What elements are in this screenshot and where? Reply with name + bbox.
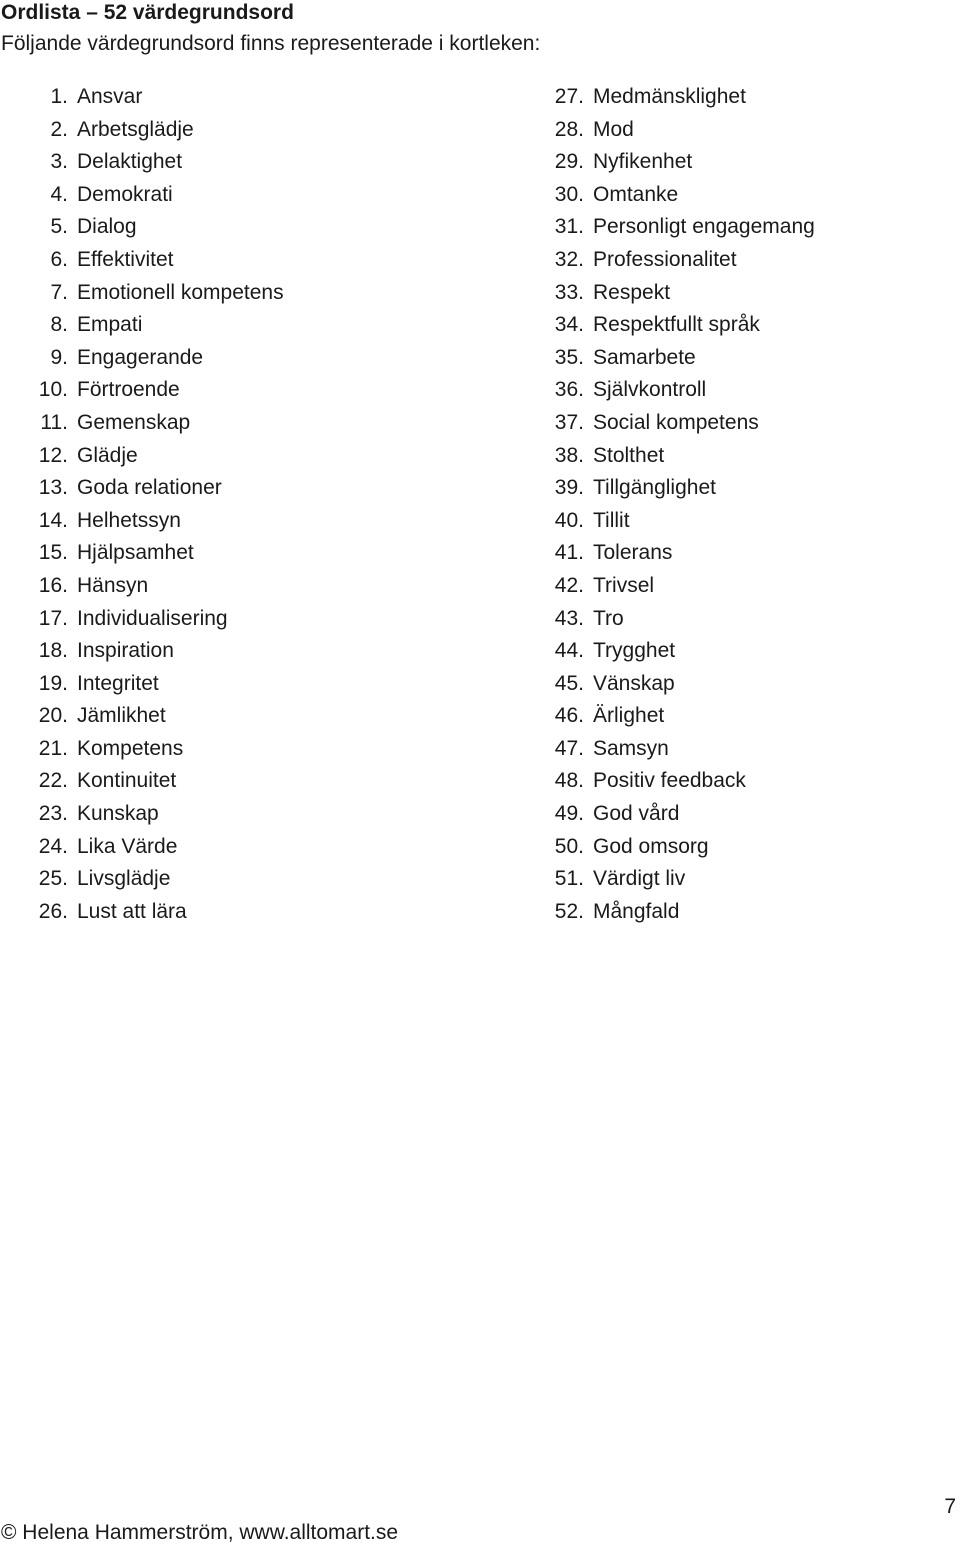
list-item-number: 52.	[554, 899, 584, 923]
list-item-number: 44.	[554, 639, 584, 663]
list-item-number: 11.	[40, 410, 68, 434]
list-item-word: Glädje	[77, 443, 138, 467]
list-item-number: 36.	[554, 378, 584, 402]
footer-copyright: © Helena Hammerström, www.alltomart.se	[1, 1521, 399, 1544]
list-item-number: 34.	[554, 313, 584, 337]
list-item-number: 4.	[50, 182, 68, 206]
list-item-word: Medmänsklighet	[593, 85, 746, 108]
list-item-number: 31.	[554, 215, 584, 239]
list-item-number: 13.	[38, 476, 68, 500]
list-item	[548, 443, 815, 476]
list-item	[548, 345, 815, 378]
list-item-word: Tillgänglighet	[593, 476, 716, 500]
list-item-word: God omsorg	[593, 834, 709, 858]
list-item-number: 9.	[50, 345, 68, 369]
list-item-number: 22.	[38, 769, 68, 793]
list-item-number: 35.	[554, 345, 584, 369]
list-item-number: 16.	[38, 573, 68, 597]
list-item-number: 40.	[554, 508, 584, 532]
list-item-number: 28.	[554, 117, 584, 141]
list-item-word: Delaktighet	[77, 150, 183, 174]
list-item	[32, 703, 284, 736]
list-item	[548, 247, 815, 280]
list-item	[32, 84, 284, 117]
list-item-word: Mångfald	[593, 899, 680, 923]
list-item	[32, 736, 284, 769]
list-item-number: 21.	[38, 736, 68, 760]
list-item	[548, 280, 815, 313]
list-item-word: Nyfikenhet	[593, 150, 693, 174]
list-item-number: 15.	[38, 541, 68, 565]
list-item	[548, 117, 815, 150]
list-item	[548, 671, 815, 704]
list-item-number: 18.	[38, 639, 68, 663]
list-item	[548, 149, 815, 182]
list-item-number: 14.	[38, 508, 68, 532]
list-item-number: 17.	[38, 606, 68, 630]
list-item-number: 48.	[554, 769, 584, 793]
list-item	[548, 540, 815, 573]
list-item-number: 26.	[38, 899, 68, 923]
list-item-word: Förtroende	[77, 378, 180, 402]
list-item-number: 6.	[50, 247, 68, 271]
list-item-word: Mod	[593, 117, 634, 141]
list-item-number: 37.	[554, 410, 584, 434]
list-item	[548, 768, 815, 801]
list-item-word: Professionalitet	[593, 247, 737, 271]
list-item-number: 30.	[554, 182, 584, 206]
list-item-word: Livsglädje	[77, 867, 171, 891]
list-item	[32, 768, 284, 801]
list-item	[548, 703, 815, 736]
list-item-word: Arbetsglädje	[77, 117, 194, 141]
list-item-number: 51.	[554, 867, 584, 891]
list-item	[548, 736, 815, 769]
list-item	[32, 573, 284, 606]
word-list-right	[548, 84, 815, 931]
list-item-number: 7.	[50, 280, 68, 304]
document-subtitle: Följande värdegrundsord finns representerade i kortleken:	[1, 32, 541, 55]
list-item	[548, 801, 815, 834]
list-item	[548, 84, 815, 117]
list-item-word: Positiv feedback	[593, 769, 746, 793]
list-item	[548, 312, 815, 345]
list-item-word: Effektivitet	[77, 247, 174, 271]
list-item-word: Tillit	[593, 508, 630, 532]
list-item-word: Kunskap	[77, 802, 159, 826]
list-item-number: 38.	[554, 443, 584, 467]
list-item	[32, 801, 284, 834]
list-item	[548, 866, 815, 899]
list-item-word: Samarbete	[593, 345, 696, 369]
list-item	[32, 410, 284, 443]
list-item-word: Lust att lära	[77, 899, 187, 923]
list-item-number: 20.	[38, 704, 68, 728]
page-number: 7	[944, 1495, 956, 1518]
list-item-word: Inspiration	[77, 639, 174, 663]
list-item-number: 50.	[554, 834, 584, 858]
list-item-word: Tolerans	[593, 541, 673, 565]
list-item-number: 5.	[50, 215, 68, 239]
list-item-word: Empati	[77, 313, 143, 337]
document-title: Ordlista – 52 värdegrundsord	[1, 1, 294, 24]
list-item-number: 2.	[50, 117, 68, 141]
list-item-number: 41.	[554, 541, 584, 565]
list-item-word: Lika Värde	[77, 834, 178, 858]
list-item-word: Engagerande	[77, 345, 204, 369]
list-item-number: 8.	[50, 313, 68, 337]
list-item	[32, 606, 284, 639]
list-item	[548, 377, 815, 410]
list-item-word: Hjälpsamhet	[77, 541, 194, 565]
list-item	[548, 638, 815, 671]
list-item-word: Trygghet	[593, 639, 676, 663]
list-item-word: Stolthet	[593, 443, 665, 467]
list-item-word: Emotionell kompetens	[77, 280, 284, 304]
list-item-word: Personligt engagemang	[593, 215, 815, 239]
list-item-word: Jämlikhet	[77, 704, 166, 728]
list-item	[32, 149, 284, 182]
list-item	[548, 508, 815, 541]
list-item-number: 12.	[38, 443, 68, 467]
list-item	[548, 182, 815, 215]
list-item-number: 33.	[554, 280, 584, 304]
list-item-word: Demokrati	[77, 182, 173, 206]
list-item	[548, 573, 815, 606]
list-item	[32, 899, 284, 932]
list-item-number: 39.	[554, 476, 584, 500]
list-item	[32, 214, 284, 247]
list-item-word: Tro	[593, 606, 624, 630]
list-item-number: 10.	[38, 378, 68, 402]
list-item	[32, 671, 284, 704]
word-list-left	[32, 84, 284, 931]
list-item	[548, 475, 815, 508]
list-item-word: Hänsyn	[77, 573, 149, 597]
list-item-word: Kompetens	[77, 736, 184, 760]
list-item-word: Kontinuitet	[77, 769, 177, 793]
list-item	[32, 834, 284, 867]
list-item	[32, 182, 284, 215]
list-item-word: Värdigt liv	[593, 867, 686, 891]
list-item-word: Dialog	[77, 215, 137, 239]
list-item-number: 24.	[38, 834, 68, 858]
list-item-number: 23.	[38, 802, 68, 826]
list-item-word: Gemenskap	[77, 410, 191, 434]
list-item-word: Ärlighet	[593, 704, 665, 728]
list-item-word: Helhetssyn	[77, 508, 181, 532]
list-item	[32, 280, 284, 313]
list-item	[548, 410, 815, 443]
list-item-word: Goda relationer	[77, 476, 222, 500]
list-item	[32, 866, 284, 899]
list-item-word: Social kompetens	[593, 410, 759, 434]
list-item	[548, 899, 815, 932]
list-item-word: Vänskap	[593, 671, 675, 695]
list-item	[548, 834, 815, 867]
list-item	[548, 214, 815, 247]
list-item-number: 43.	[554, 606, 584, 630]
list-item-number: 3.	[50, 150, 68, 174]
list-item-number: 47.	[554, 736, 584, 760]
list-item-word: Trivsel	[593, 573, 655, 597]
list-item-word: Respekt	[593, 280, 671, 304]
list-item-word: Samsyn	[593, 736, 669, 760]
list-item-word: Respektfullt språk	[593, 313, 760, 337]
list-item	[32, 312, 284, 345]
list-item-number: 49.	[554, 802, 584, 826]
list-item	[32, 117, 284, 150]
list-item	[548, 606, 815, 639]
list-item-number: 27.	[554, 85, 584, 108]
list-item	[32, 247, 284, 280]
list-item-word: Integritet	[77, 671, 159, 695]
list-item-number: 32.	[554, 247, 584, 271]
list-item	[32, 638, 284, 671]
list-item-word: Ansvar	[77, 85, 143, 108]
list-item-word: Omtanke	[593, 182, 679, 206]
list-item-number: 1.	[50, 85, 68, 108]
list-item	[32, 443, 284, 476]
list-item-word: Självkontroll	[593, 378, 707, 402]
list-item-number: 25.	[38, 867, 68, 891]
list-item-number: 45.	[554, 671, 584, 695]
list-item-word: God vård	[593, 802, 680, 826]
list-item	[32, 475, 284, 508]
list-item-number: 42.	[554, 573, 584, 597]
list-item-number: 19.	[38, 671, 68, 695]
list-item	[32, 377, 284, 410]
list-item-number: 29.	[554, 150, 584, 174]
list-item-word: Individualisering	[77, 606, 228, 630]
list-item	[32, 508, 284, 541]
list-item	[32, 345, 284, 378]
list-item-number: 46.	[554, 704, 584, 728]
list-item	[32, 540, 284, 573]
